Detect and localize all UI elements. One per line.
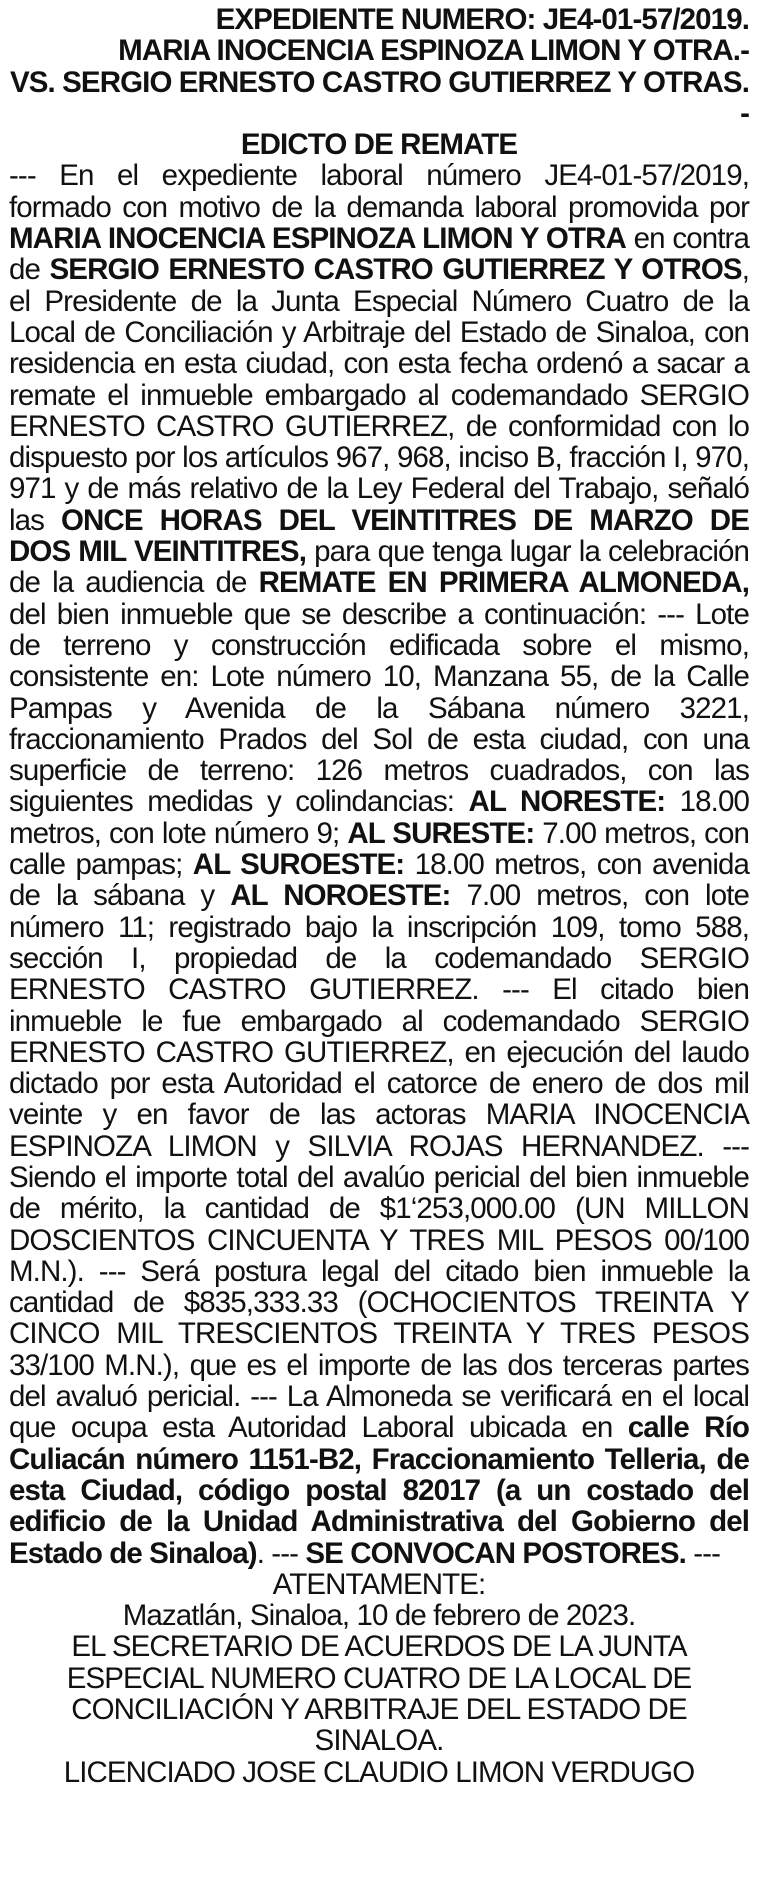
signature-name: LICENCIADO JOSE CLAUDIO LIMON VERDUGO [63, 1755, 695, 1789]
body-text: 18.00 metros, con lote número 9; [9, 785, 749, 850]
body-text: --- En el expediente laboral número JE4-01-57/2019, formado con motivo de la demanda laboral promovida por [9, 159, 749, 224]
body-bold-northwest: AL NOROESTE: [230, 879, 451, 913]
body-bold-southeast: AL SURESTE: [347, 816, 535, 850]
body-bold-address: calle Río Culiacán número 1151-B2, Fraccionamiento Telleria, de esta Ciudad, código postal 82017 (a un costado del edificio de la Unidad Administrativa del Gobierno del Estado de Sinaloa) [9, 1411, 749, 1570]
body-bold-southwest: AL SUROESTE: [192, 848, 405, 882]
body-text: 7.00 metros, con calle pampas; [9, 816, 749, 882]
document-title: EDICTO DE REMATE [240, 128, 518, 162]
body-text: --- [685, 1536, 720, 1570]
body-text: para que tenga lugar la celebración de la audiencia de [9, 535, 750, 600]
signature-salutation: ATENTAMENTE: [272, 1567, 486, 1601]
body-text: en contra de [9, 222, 749, 287]
body-bold-northeast: AL NORESTE: [468, 785, 666, 819]
signature-place-date: Mazatlán, Sinaloa, 10 de febrero de 2023. [122, 1599, 636, 1633]
body-text: , el Presidente de la Junta Especial Número Cuatro de la Local de Conciliación y Arbitraje del Estado de Sinaloa, con residencia en esta ciudad, con esta fecha ordenó a sacar a remate el inmueble embargado al codemandado SERGIO ERNESTO CASTRO GUTIERREZ, de conformidad con lo dispuesto por los artículos 967, 968, inciso B, fracción I, 970, 971 y de más relativo de la Ley Federal del Trabajo, señaló las [9, 253, 749, 537]
plaintiff-heading: MARIA INOCENCIA ESPINOZA LIMON Y OTRA.- [118, 34, 749, 68]
edict-body [9, 160, 749, 1568]
body-bold-call-to-bidders: SE CONVOCAN POSTORES. [305, 1536, 686, 1570]
case-number-heading: EXPEDIENTE NUMERO: JE4-01-57/2019. [215, 3, 749, 36]
body-text: del bien inmueble que se describe a continuación: --- Lote de terreno y construcción edificada sobre el mismo, consistente en: Lote número 10, Manzana 55, de la Calle Pampas y Avenida de la Sábana número 3221, fraccionamiento Prados del Sol de esta ciudad, con una superficie de terreno: 126 metros cuadrados, con las siguientes medidas y colindancias: [9, 597, 749, 819]
signature-office: EL SECRETARIO DE ACUERDOS DE LA JUNTA ESPECIAL NUMERO CUATRO DE LA LOCAL DE CONCILIACIÓN Y ARBITRAJE DEL ESTADO DE SINALOA. [66, 1630, 692, 1758]
body-text: . --- [256, 1536, 306, 1570]
defendant-heading: VS. SERGIO ERNESTO CASTRO GUTIERREZ Y OTRAS. - [10, 65, 749, 130]
body-text: 18.00 metros, con avenida de la sábana y [9, 848, 750, 913]
body-bold-plaintiffs: MARIA INOCENCIA ESPINOZA LIMON Y OTRA [9, 222, 626, 256]
body-text: 7.00 metros, con lote número 11; registrado bajo la inscripción 109, tomo 588, sección I, propiedad de la codemandado SERGIO ERNESTO CASTRO GUTIERREZ. --- El citado bien inmueble le fue embargado al codemandado SERGIO ERNESTO CASTRO GUTIERREZ, en ejecución del laudo dictado por esta Autoridad el catorce de enero de dos mil veinte y en favor de las actoras MARIA INOCENCIA ESPINOZA LIMON y SILVIA ROJAS HERNANDEZ. --- Siendo el importe total del avalúo pericial del bien inmueble de mérito, la cantidad de $1‘253,000.00 (UN MILLON DOSCIENTOS CINCUENTA Y TRES MIL PESOS 00/100 M.N.). --- Será postura legal del citado bien inmueble la cantidad de $835,333.33 (OCHOCIENTOS TREINTA Y CINCO MIL TRESCIENTOS TREINTA Y TRES PESOS 33/100 M.N.), que es el importe de las dos terceras partes del avaluó pericial. --- La Almoneda se verificará en el local que ocupa esta Autoridad Laboral ubicada en [9, 879, 750, 1445]
body-bold-defendants: SERGIO ERNESTO CASTRO GUTIERREZ Y OTROS [49, 253, 742, 287]
body-bold-hearing-time: ONCE HORAS DEL VEINTITRES DE MARZO DE DOS MIL VEINTITRES, [9, 503, 749, 569]
body-bold-auction-type: REMATE EN PRIMERA ALMONEDA, [258, 566, 749, 600]
